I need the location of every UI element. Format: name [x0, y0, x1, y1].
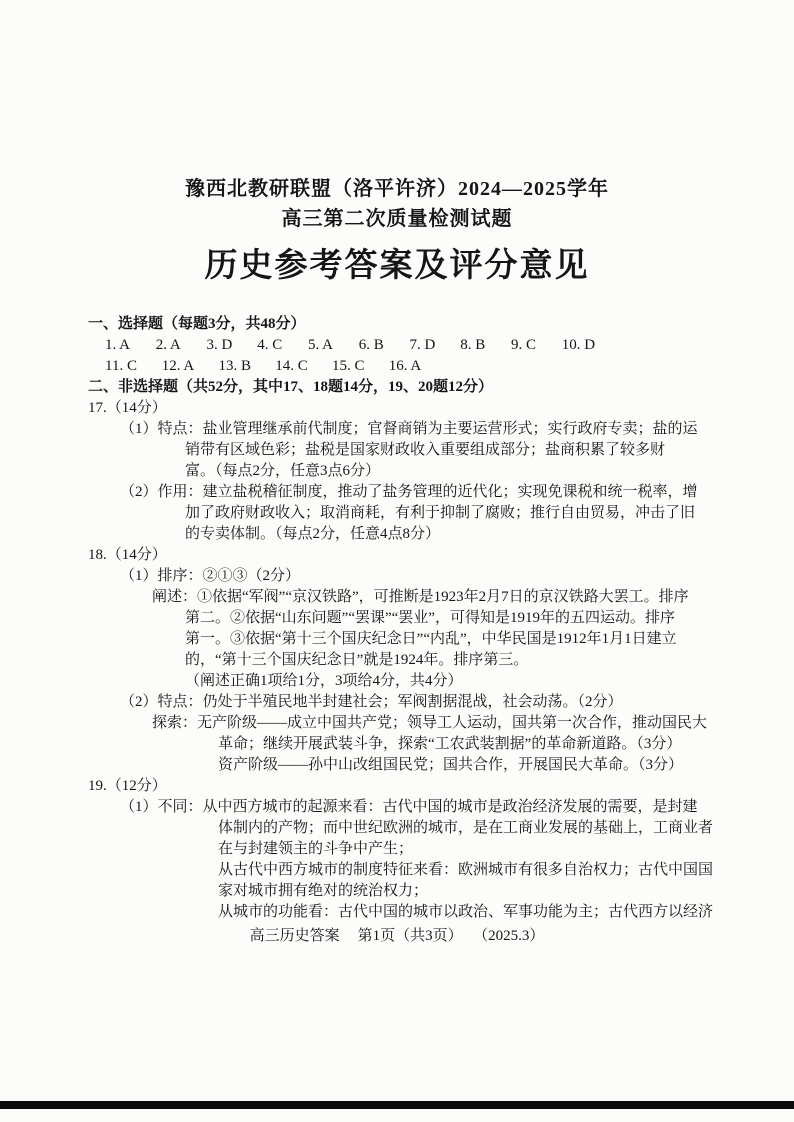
q17-answer-line: 加了政府财政收入；取消商耗，有利于抑制了腐败；推行自由贸易，冲击了旧: [185, 505, 696, 521]
q17-answer-line: 富。（每点2分，任意3点6分）: [185, 463, 381, 479]
q18-answer-line: 第一。③依据“第十三个国庆纪念日”“内乱”，中华民国是1912年1月1日建立: [185, 631, 677, 647]
answer-item: 14. C: [275, 358, 308, 374]
answer-item: 10. D: [561, 337, 596, 353]
q17-answer-line: 销带有区域色彩；盐税是国家财政收入重要组成部分；盐商积累了较多财: [185, 442, 666, 458]
q17-answer-line: （2）作用：建立盐税稽征制度，推动了盐务管理的近代化；实现免课税和统一税率，增: [120, 484, 698, 500]
q18-answer-line: 阐述：①依据“军阀”“京汉铁路”，可推断是1923年2月7日的京汉铁路大罢工。排序: [152, 589, 689, 605]
q19-heading: 19.（12分）: [88, 778, 167, 794]
answer-item: 8. B: [460, 337, 486, 353]
q18-heading: 18.（14分）: [88, 547, 167, 563]
section-1-heading: 一、选择题（每题3分，共48分）: [88, 316, 306, 332]
q18-answer-line: 探索：无产阶级——成立中国共产党；领导工人运动，国共第一次合作，推动国民大: [152, 715, 708, 731]
q19-answer-line: 从古代中西方城市的制度特征来看：欧洲城市有很多自治权力；古代中国国: [218, 862, 714, 878]
answer-item: 9. C: [511, 337, 537, 353]
footer-page-number: 第1页（共3页）: [357, 928, 463, 944]
answer-item: 7. D: [409, 337, 436, 353]
answer-item: 5. A: [308, 337, 334, 353]
footer-date: （2025.3）: [480, 928, 545, 944]
q19-answer-line: 在与封建领主的斗争中产生；: [218, 841, 414, 857]
choice-answers-row-2: [105, 356, 706, 377]
choice-answers-row-1: [105, 335, 706, 356]
q17-answer-line: 的专卖体制。（每点2分，任意4点8分）: [185, 526, 441, 542]
answer-item: 13. B: [218, 358, 252, 374]
answer-item: 12. A: [161, 358, 195, 374]
answer-item: 16. A: [388, 358, 422, 374]
page-footer: [0, 926, 794, 946]
q18-answer-line: （2）特点：仍处于半殖民地半封建社会；军阀割据混战，社会动荡。（2分）: [120, 694, 623, 710]
exam-name-line: 高三第二次质量检测试题: [281, 208, 513, 230]
answer-item: 1. A: [105, 337, 131, 353]
q18-answer-line: （1）排序：②①③（2分）: [120, 568, 301, 584]
q19-answer-line: 体制内的产物；而中世纪欧洲的城市，是在工商业发展的基础上，工商业者: [218, 820, 714, 836]
answer-item: 11. C: [105, 358, 137, 374]
exam-league-line: 豫西北教研联盟（洛平许济）2024—2025学年: [185, 178, 609, 200]
answer-key-title: 历史参考答案及评分意见: [204, 246, 590, 283]
q18-answer-line: 的，“第十三个国庆纪念日”就是1924年。排序第三。: [185, 652, 529, 668]
footer-doc-name: 高三历史答案: [249, 928, 340, 944]
scan-edge-artifact: [0, 1101, 794, 1109]
document-header: [0, 0, 794, 288]
document-body: [88, 314, 714, 923]
q17-heading: 17.（14分）: [88, 400, 167, 416]
q18-answer-line: 资产阶级——孙中山改组国民党；国共合作，开展国民大革命。（3分）: [218, 757, 684, 773]
q17-answer-line: （1）特点：盐业管理继承前代制度；官督商销为主要运营形式；实行政府专卖；盐的运: [120, 421, 698, 437]
answer-item: 4. C: [257, 337, 283, 353]
answer-item: 6. B: [358, 337, 384, 353]
answer-item: 15. C: [332, 358, 365, 374]
q19-answer-line: 从城市的功能看：古代中国的城市以政治、军事功能为主；古代西方以经济: [218, 904, 714, 920]
q18-answer-line: 革命；继续开展武装斗争，探索“工农武装割据”的革命新道路。（3分）: [218, 736, 682, 752]
answer-item: 3. D: [206, 337, 233, 353]
q19-answer-line: （1）不同：从中西方城市的起源来看：古代中国的城市是政治经济发展的需要，是封建: [120, 799, 698, 815]
q19-answer-line: 家对城市拥有绝对的统治权力；: [218, 883, 429, 899]
q18-answer-line: 第二。②依据“山东问题”“罢课”“罢业”，可得知是1919年的五四运动。排序: [185, 610, 675, 626]
q18-answer-line: （阐述正确1项给1分，3项给4分，共4分）: [185, 673, 463, 689]
answer-item: 2. A: [155, 337, 181, 353]
section-2-heading: 二、非选择题（共52分，其中17、18题14分，19、20题12分）: [88, 379, 494, 395]
